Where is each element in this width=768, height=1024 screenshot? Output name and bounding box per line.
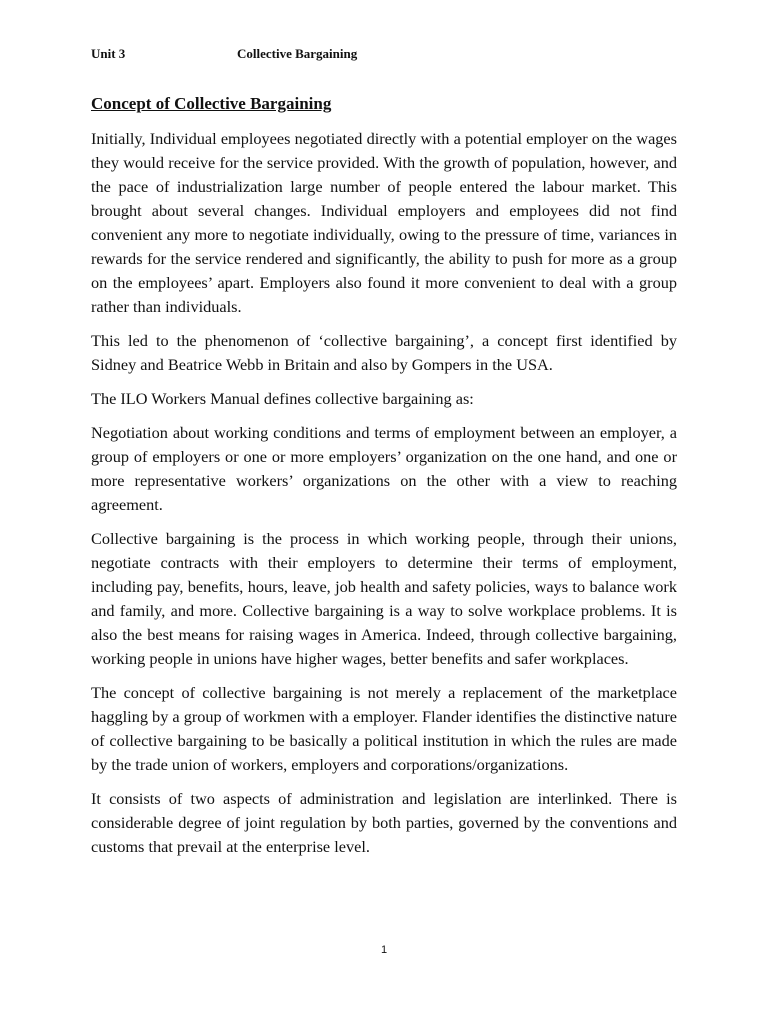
section-heading: Concept of Collective Bargaining (91, 94, 332, 113)
paragraph-4: Negotiation about working conditions and terms of employment between an employer, a group of employers or one or more employers’ organization on the one hand, and one or more representative workers’ organizations on the other with a view to reaching agreement. (91, 423, 677, 514)
document-body (91, 93, 677, 869)
header-title: Collective Bargaining (237, 46, 358, 61)
paragraph-1: Initially, Individual employees negotiated directly with a potential employer on the wages they would receive for the service provided. With the growth of population, however, and the pace of industrialization large number of people entered the labour market. This brought about several changes. Individual employers and employees did not find convenient any more to negotiate individually, owing to the pressure of time, variances in rewards for the service rendered and significantly, the ability to push for more as a group on the employees’ apart. Employers also found it more convenient to deal with a group rather than individuals. (91, 129, 677, 316)
paragraph-2: This led to the phenomenon of ‘collective bargaining’, a concept first identified by Sidney and Beatrice Webb in Britain and also by Gompers in the USA. (91, 331, 677, 374)
paragraph-7: It consists of two aspects of administration and legislation are interlinked. There is considerable degree of joint regulation by both parties, governed by the conventions and customs that prevail at the enterprise level. (91, 789, 677, 856)
running-header (91, 46, 357, 62)
paragraph-6: The concept of collective bargaining is not merely a replacement of the marketplace haggling by a group of workmen with a employer. Flander identifies the distinctive nature of collective bargaining to be basically a political institution in which the rules are made by the trade union of workers, employers and corporations/organizations. (91, 683, 677, 774)
page-number: 1 (380, 944, 388, 956)
paragraph-5: Collective bargaining is the process in which working people, through their unions, negotiate contracts with their employers to determine their terms of employment, including pay, benefits, hours, leave, job health and safety policies, ways to balance work and family, and more. Collective bargaining is a way to solve workplace problems. It is also the best means for raising wages in America. Indeed, through collective bargaining, working people in unions have higher wages, better benefits and safer workplaces. (91, 529, 677, 668)
header-unit: Unit 3 (91, 46, 126, 61)
paragraph-3: The ILO Workers Manual defines collective bargaining as: (91, 389, 474, 408)
